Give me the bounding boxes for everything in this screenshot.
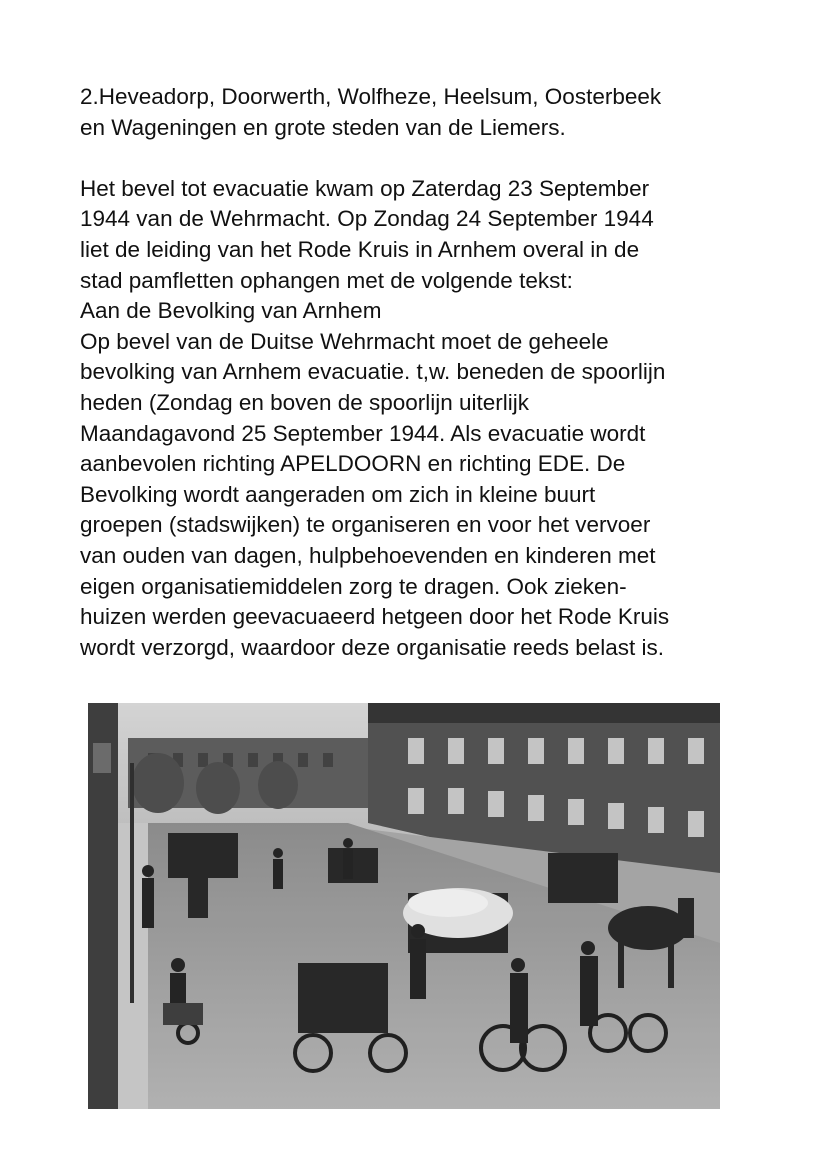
- paragraph-line: eigen organisatiemiddelen zorg te dragen. Ook zieken-: [80, 573, 627, 599]
- paragraph-line: stad pamfletten ophangen met de volgende tekst:: [80, 267, 573, 293]
- paragraph-line: Aan de Bevolking van Arnhem: [80, 298, 382, 324]
- paragraph-line: Het bevel tot evacuatie kwam op Zaterdag 23 September: [80, 175, 650, 201]
- evacuation-street-photo: [88, 703, 720, 1109]
- paragraph-line: heden (Zondag en boven de spoorlijn uiterlijk: [80, 389, 530, 415]
- heading-line-1: 2.Heveadorp, Doorwerth, Wolfheze, Heelsum, Oosterbeek: [80, 84, 662, 109]
- paragraph-line: bevolking van Arnhem evacuatie. t,w. beneden de spoorlijn: [80, 359, 666, 385]
- paragraph-gap: [80, 143, 780, 174]
- paragraph-line: Op bevel van de Duitse Wehrmacht moet de geheele: [80, 328, 609, 354]
- paragraph-line: liet de leiding van het Rode Kruis in Arnhem overal in de: [80, 236, 640, 262]
- paragraph-line: huizen werden geevacuaeerd hetgeen door het Rode Kruis: [80, 604, 670, 630]
- paragraph-line: Bevolking wordt aangeraden om zich in kleine buurt: [80, 481, 596, 507]
- paragraph-line: Maandagavond 25 September 1944. Als evacuatie wordt: [80, 420, 646, 446]
- paragraph-line: groepen (stadswijken) te organiseren en voor het vervoer: [80, 512, 651, 538]
- paragraph-line: wordt verzorgd, waardoor deze organisatie reeds belast is.: [80, 634, 665, 660]
- paragraph-line: van ouden van dagen, hulpbehoevenden en kinderen met: [80, 542, 656, 568]
- document-text: [80, 82, 780, 663]
- paragraph-line: aanbevolen richting APELDOORN en richting EDE. De: [80, 451, 626, 477]
- paragraph-line: 1944 van de Wehrmacht. Op Zondag 24 September 1944: [80, 206, 654, 232]
- photo-illustration: [88, 703, 720, 1109]
- heading-line-2: en Wageningen en grote steden van de Liemers.: [80, 114, 566, 140]
